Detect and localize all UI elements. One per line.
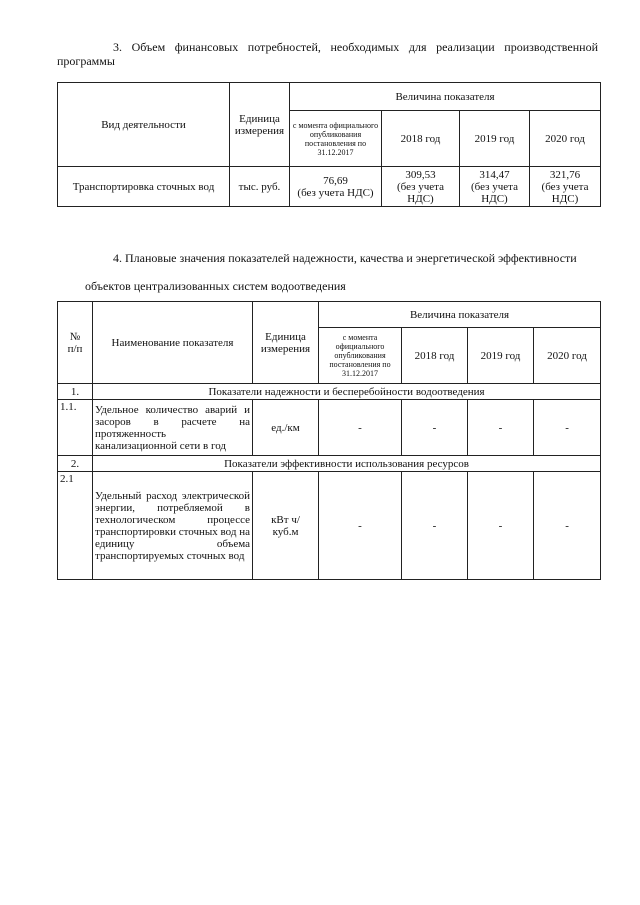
value-2019-cell: - bbox=[468, 400, 534, 456]
col-header-no: № п/п bbox=[58, 302, 93, 384]
indicator-name-cell: Удельный расход электрической энергии, потребляемой в технологическом процессе транспортировки сточных вод на единицу объема транспортируемых сточных вод bbox=[93, 472, 253, 580]
col-header-2020: 2020 год bbox=[534, 328, 601, 384]
col-header-since: с момента официального опубликования постановления по 31.12.2017 bbox=[319, 328, 402, 384]
financial-needs-table bbox=[57, 82, 601, 207]
col-header-unit: Единица измерения bbox=[230, 83, 290, 167]
row-no-cell: 1.1. bbox=[58, 400, 93, 456]
col-header-value: Величина показателя bbox=[290, 83, 601, 111]
col-header-name: Наименование показателя bbox=[93, 302, 253, 384]
value-since-cell: - bbox=[319, 472, 402, 580]
group-title-cell: Показатели эффективности использования ресурсов bbox=[93, 456, 601, 472]
col-header-since: с момента официального опубликования постановления по 31.12.2017 bbox=[290, 111, 382, 167]
group-no-cell: 2. bbox=[58, 456, 93, 472]
value-2020-cell: - bbox=[534, 400, 601, 456]
section4-heading-line2: объектов централизованных систем водоотведения bbox=[85, 279, 346, 293]
value-2019-cell: - bbox=[468, 472, 534, 580]
group-row bbox=[58, 384, 601, 400]
unit-cell: тыс. руб. bbox=[230, 167, 290, 207]
col-header-activity: Вид деятельности bbox=[58, 83, 230, 167]
col-header-2019: 2019 год bbox=[468, 328, 534, 384]
value-2019-cell: 314,47 (без учета НДС) bbox=[460, 167, 530, 207]
col-header-2020: 2020 год bbox=[530, 111, 601, 167]
value-2018-cell: 309,53 (без учета НДС) bbox=[382, 167, 460, 207]
indicators-table bbox=[57, 301, 601, 580]
col-header-2018: 2018 год bbox=[382, 111, 460, 167]
indicator-name-cell: Удельное количество аварий и засоров в расчете на протяженность канализационной сети в год bbox=[93, 400, 253, 456]
group-title-cell: Показатели надежности и бесперебойности водоотведения bbox=[93, 384, 601, 400]
value-2018-cell: - bbox=[402, 472, 468, 580]
group-row bbox=[58, 456, 601, 472]
col-header-2018: 2018 год bbox=[402, 328, 468, 384]
value-2018-cell: - bbox=[402, 400, 468, 456]
value-since-cell: - bbox=[319, 400, 402, 456]
value-2020-cell: - bbox=[534, 472, 601, 580]
section4-heading-line1: 4. Плановые значения показателей надежности, качества и энергетической эффективности bbox=[113, 251, 577, 265]
value-since-cell: 76,69 (без учета НДС) bbox=[290, 167, 382, 207]
col-header-value: Величина показателя bbox=[319, 302, 601, 328]
row-no-cell: 2.1 bbox=[58, 472, 93, 580]
value-2020-cell: 321,76 (без учета НДС) bbox=[530, 167, 601, 207]
col-header-unit: Единица измерения bbox=[253, 302, 319, 384]
table-row bbox=[58, 400, 601, 456]
table-row bbox=[58, 167, 601, 207]
col-header-2019: 2019 год bbox=[460, 111, 530, 167]
group-no-cell: 1. bbox=[58, 384, 93, 400]
unit-cell: ед./км bbox=[253, 400, 319, 456]
unit-cell: кВт ч/ куб.м bbox=[253, 472, 319, 580]
activity-cell: Транспортировка сточных вод bbox=[58, 167, 230, 207]
table-row bbox=[58, 472, 601, 580]
section3-heading: 3. Объем финансовых потребностей, необходимых для реализации производственной программы bbox=[57, 40, 598, 68]
